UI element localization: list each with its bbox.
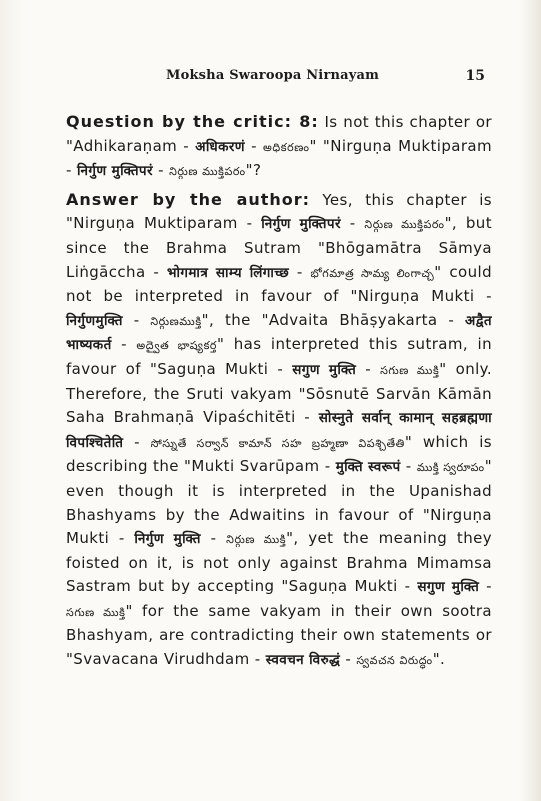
answer-telugu-6: సోస్నుతే సర్వాన్ కామాన్ సహ బ్రహ్మణా విపశ్చితేతి (150, 436, 405, 450)
answer-devanagari-3: निर्गुणमुक्ति (66, 312, 123, 329)
answer-text-20: - (340, 650, 357, 669)
answer-telugu-8: నిర్గుణ ముక్తి (226, 533, 287, 547)
answer-text-1: Yes, this chapter is "Nirguṇa Muktiparam - (66, 190, 493, 233)
question-text-1: Is not this chapter or "Adhikaraṇam - (66, 113, 492, 155)
answer-text-11: " only. Therefore, the Sruti vakyam "Sōsnutē Sarvān Kāmān Saha Brahmaṇā Vipaśchitēti - (66, 359, 492, 427)
answer-paragraph (66, 188, 492, 673)
answer-text-14: - (400, 457, 417, 476)
answer-telugu-10: స్వవచన విరుద్ధం (356, 654, 433, 668)
question-label: Question by the critic: 8: (66, 112, 319, 131)
body-text (66, 110, 492, 677)
answer-devanagari-6: सोस्नुते सर्वान् कामान् सहब्रह्मणा विपश्चितेति (66, 410, 492, 451)
answer-devanagari-9: सगुण मुक्ति (417, 579, 480, 596)
answer-text-10: - (356, 359, 381, 378)
answer-text-9: " has interpreted this sutram, in favour of "Saguṇa Mukti - (66, 335, 492, 378)
page-header (66, 68, 485, 88)
question-devanagari-1: अधिकरणं (195, 138, 245, 155)
answer-telugu-3: నిర్గుణముక్తి (150, 314, 202, 328)
answer-devanagari-1: निर्गुण मुक्तिपरं (261, 216, 341, 233)
answer-text-8: - (111, 335, 137, 354)
answer-devanagari-5: सगुण मुक्ति (292, 361, 357, 378)
answer-devanagari-7: मुक्ति स्वरूपं (335, 459, 401, 476)
question-paragraph (66, 110, 492, 184)
answer-telugu-5: సగుణ ముక్తి (380, 363, 440, 377)
answer-text-2: - (340, 214, 365, 233)
answer-text-19: " for the same vakyam in their own sootra Bhashyam, are contradicting their own statements or "Svavacana Virudhdam - (66, 601, 492, 669)
answer-text-21: ". (432, 650, 446, 669)
answer-devanagari-2: भोगमात्र साम्य लिंगाच्छ (166, 264, 290, 281)
question-devanagari-2: निर्गुण मुक्तिपरं (76, 163, 153, 180)
answer-telugu-2: భోగమాత్ర సామ్య లింగాచ్చ (310, 266, 435, 280)
answer-text-13: " which is describing the "Mukti Svarūpam - (66, 432, 492, 476)
answer-text-4: - (289, 262, 311, 281)
answer-telugu-7: ముక్తి స్వరూపం (416, 461, 485, 475)
answer-text-3: ", but since the Brahma Sutram "Bhōgamātra Sāmya Liṅgāccha - (66, 214, 492, 281)
question-telugu-1: అధికరణం (263, 140, 310, 154)
question-text-3: " "Nirguṇa Muktiparam - (66, 136, 492, 180)
answer-devanagari-10: स्ववचन विरुद्धं (265, 652, 341, 669)
answer-text-12: - (123, 432, 151, 451)
answer-telugu-9: సగుణ ముక్తి (66, 605, 126, 619)
question-text-2: - (244, 136, 263, 155)
answer-text-18: - (479, 577, 492, 596)
question-text-5: "? (245, 161, 262, 180)
question-text-4: - (152, 161, 170, 180)
answer-text-7: ", the "Advaita Bhāṣyakarta - (201, 310, 466, 329)
answer-telugu-4: అద్వైత భాష్యకర్త (136, 339, 218, 353)
answer-telugu-1: నిర్గుణ ముక్తిపరం (364, 218, 445, 232)
answer-text-17: ", yet the meaning they foisted on it, is not only against Brahma Mimamsa Sastram but by accepting "Saguṇa Mukti - (66, 529, 493, 596)
running-title: Moksha Swaroopa Nirnayam (166, 68, 380, 83)
answer-devanagari-4: अद्वैत भाष्यकर्त (66, 312, 492, 354)
answer-text-15: " even though it is interpreted in the Upanishad Bhashyams by the Adwaitins in favour of "Nirguṇa Mukti - (66, 457, 492, 548)
question-telugu-2: నిర్గుణ ముక్తిపరం (169, 165, 246, 179)
answer-text-5: " could not be interpreted in favour of "Nirguṇa Mukti - (66, 262, 493, 306)
answer-label: Answer by the author: (66, 189, 311, 209)
answer-text-16: - (200, 529, 227, 548)
answer-devanagari-8: निर्गुण मुक्ति (134, 531, 201, 548)
answer-text-6: - (122, 310, 151, 329)
page-number: 15 (465, 68, 485, 84)
